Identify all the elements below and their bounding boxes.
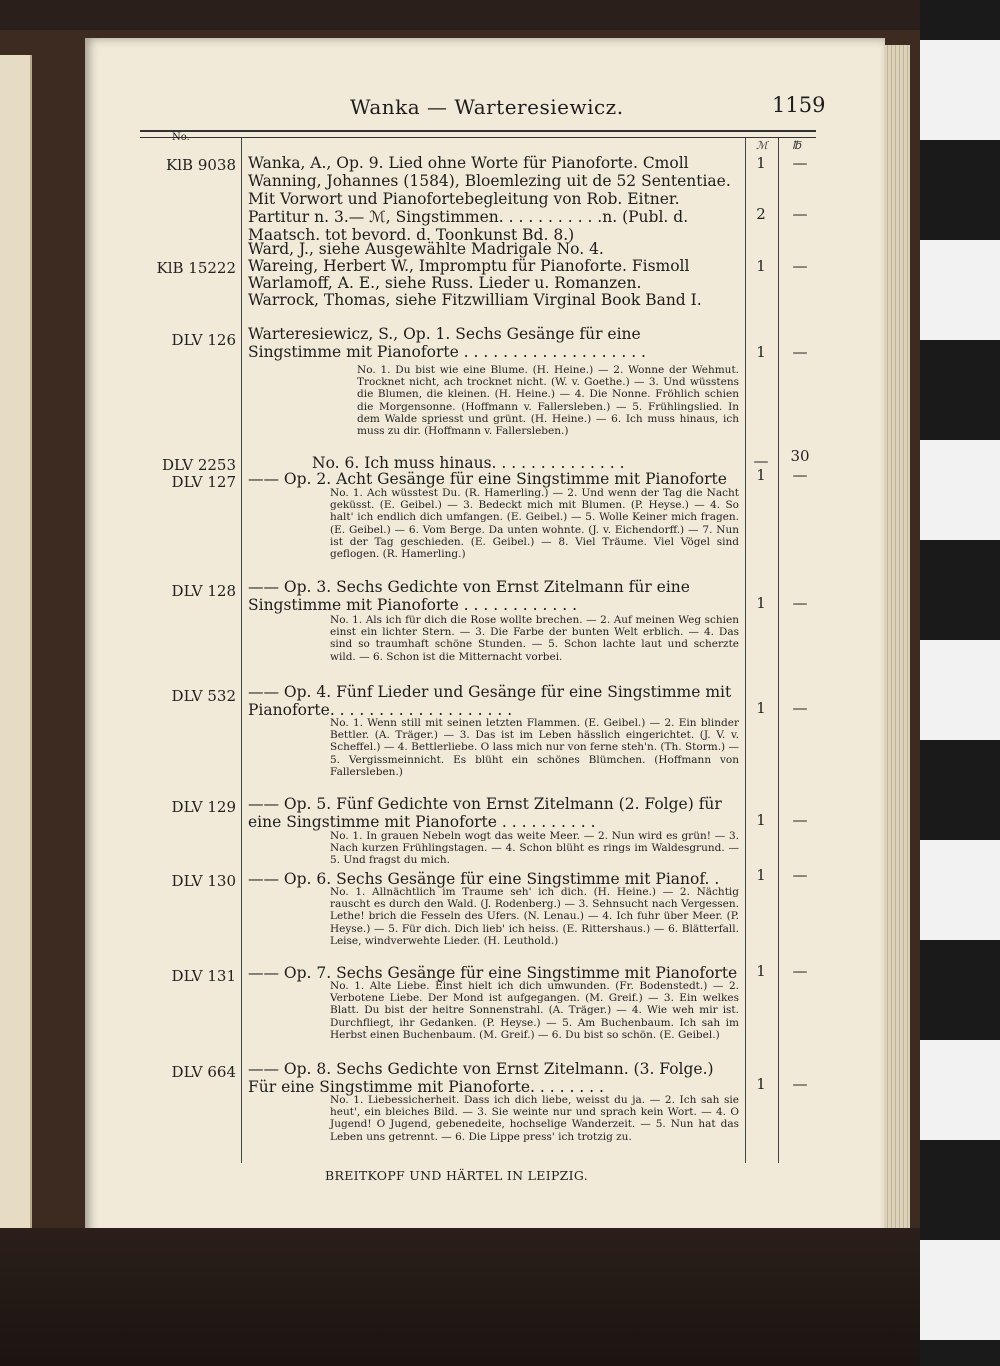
- entry-text: Warrock, Thomas, siehe Fitzwilliam Virginal Book Band I.: [248, 291, 702, 309]
- catalog-number: KlB 9038: [166, 156, 236, 174]
- price-mark: 1: [756, 257, 766, 275]
- catalog-number: DLV 532: [171, 687, 236, 705]
- catalog-number: DLV 130: [171, 872, 236, 890]
- price-pfennig: —: [792, 205, 808, 223]
- page-edges: [884, 45, 910, 1230]
- contents-detail: No. 1. Alte Liebe. Einst hielt ich dich umwunden. (Fr. Bodenstedt.) — 2. Verbotene Liebe. Der Mond ist aufgegangen. (M. Greif.) — 3. Ein welkes Blatt. Du bist der heitre Sonnenstrahl. (A. Träger.) — 4. Wie weh mir ist. Durchfliegt, ihr Gedanken. (P. Heyse.) — 5. Am Buchenbaum. Ich sah im Herbst einen Buchenbaum. (M. Greif.) — 6. Du bist so schön. (E. Geibel.): [330, 980, 739, 1041]
- price-pfennig: —: [792, 594, 808, 612]
- price-pfennig: —: [792, 343, 808, 361]
- catalog-number: DLV 129: [171, 798, 236, 816]
- running-header: Wanka — Warteresiewicz.: [350, 95, 624, 119]
- entry-text: Ward, J., siehe Ausgewählte Madrigale No. 4.: [248, 240, 604, 258]
- price-mark: —: [753, 452, 769, 470]
- mark-column-label: ℳ: [756, 139, 768, 152]
- entry-text: —— Op. 4. Fünf Lieder und Gesänge für eine Singstimme mit Pianoforte. . . . . . . . . . . . . . . . . . .: [248, 683, 732, 719]
- catalog-number: DLV 2253: [162, 456, 236, 474]
- price-mark: 1: [756, 811, 766, 829]
- price-pfennig: —: [792, 811, 808, 829]
- entry-text: —— Op. 3. Sechs Gedichte von Ernst Zitelmann für eine Singstimme mit Pianoforte . . . . . . . . . . . .: [248, 578, 690, 614]
- entry-text: —— Op. 6. Sechs Gesänge für eine Singstimme mit Pianof. .: [248, 870, 720, 888]
- price-mark: 1: [756, 154, 766, 172]
- header-rule: [140, 130, 816, 132]
- price-pfennig: —: [792, 154, 808, 172]
- price-pfennig: —: [792, 866, 808, 884]
- page-number: 1159: [772, 93, 826, 117]
- price-mark: 1: [756, 962, 766, 980]
- catalog-number: DLV 664: [171, 1063, 236, 1081]
- pfennig-column-label: ℔: [792, 139, 801, 152]
- contents-detail: No. 1. Als ich für dich die Rose wollte brechen. — 2. Auf meinen Weg schien einst ein lichter Stern. — 3. Die Farbe der bunten Welt erblich. — 4. Das sind so traumhaft schöne Stunden. — 5. Schon lachte laut und scherzte wild. — 6. Schon ist die Mitternacht vorbei.: [330, 614, 739, 663]
- contents-detail: No. 1. Du bist wie eine Blume. (H. Heine.) — 2. Wonne der Wehmut. Trocknet nicht, ach trocknet nicht. (W. v. Goethe.) — 3. Und wüsstens die Blumen, die kleinen. (H. Heine.) — 4. Die Nonne. Fröhlich schien die Morgensonne. (Hoffmann v. Fallersleben.) — 5. Frühlingslied. In dem Walde spriesst und grünt. (H. Heine.) — 6. Ich muss hinaus, ich muss zu dir. (Hoffmann v. Fallersleben.): [357, 364, 739, 438]
- contents-detail: No. 1. Liebessicherheit. Dass ich dich liebe, weisst du ja. — 2. Ich sah sie heut', ein bleiches Bild. — 3. Sie weinte nur und sprach kein Wort. — 4. O Jugend! O Jugend, gebenedeite, hochselige Wanderzeit. — 5. Nun hat das Leben uns getrennt. — 6. Die Lippe press' ich trotzig zu.: [330, 1094, 739, 1143]
- contents-detail: No. 1. Wenn still mit seinen letzten Flammen. (E. Geibel.) — 2. Ein blinder Bettler. (A. Träger.) — 3. Das ist im Leben hässlich eingerichtet. (J. V. v. Scheffel.) — 4. Bettlerliebe. O lass mich nur von ferne steh'n. (Th. Storm.) — 5. Vergissmeinnicht. Es blüht ein schönes Blümchen. (Hoffmann von Fallersleben.): [330, 717, 739, 778]
- entry-text: —— Op. 5. Fünf Gedichte von Ernst Zitelmann (2. Folge) für eine Singstimme mit Pianoforte . . . . . . . . . .: [248, 795, 722, 831]
- catalog-number: KlB 15222: [156, 259, 236, 277]
- price-pfennig: —: [792, 699, 808, 717]
- price-mark: 1: [756, 466, 766, 484]
- contents-detail: No. 1. Ach wüsstest Du. (R. Hamerling.) — 2. Und wenn der Tag die Nacht geküsst. (E. Geibel.) — 3. Bedeckt mich mit Blumen. (P. Heyse.) — 4. So halt' ich endlich dich umfangen. (E. Geibel.) — 5. Wolle Keiner mich fragen. (E. Geibel.) — 6. Vom Berge. Da unten wohnte. (J. v. Eichendorff.) — 7. Nun ist der Tag geschieden. (E. Geibel.) — 8. Viel Träume. Viel Vögel sind geflogen. (R. Hamerling.): [330, 487, 739, 561]
- entry-text: No. 6. Ich muss hinaus. . . . . . . . . . . . . .: [312, 454, 625, 472]
- publisher-footer: BREITKOPF UND HÄRTEL IN LEIPZIG.: [325, 1168, 588, 1183]
- price-mark: 1: [756, 1075, 766, 1093]
- contents-detail: No. 1. In grauen Nebeln wogt das weite Meer. — 2. Nun wird es grün! — 3. Nach kurzen Frühlingstagen. — 4. Schon blüht es rings im Waldesgrund. — 5. Und fragst du mich.: [330, 830, 739, 867]
- entry-text: Wanka, A., Op. 9. Lied ohne Worte für Pianoforte. Cmoll: [248, 154, 689, 172]
- price-mark: 1: [756, 343, 766, 361]
- column-divider-left: [241, 138, 242, 1163]
- entry-text: Warlamoff, A. E., siehe Russ. Lieder u. Romanzen.: [248, 274, 642, 292]
- entry-text: Warteresiewicz, S., Op. 1. Sechs Gesänge für eine Singstimme mit Pianoforte . . . . . . . . . . . . . . . . . . .: [248, 325, 646, 361]
- price-pfennig: —: [792, 466, 808, 484]
- price-mark: 2: [756, 205, 766, 223]
- catalog-number: DLV 127: [171, 473, 236, 491]
- no-column-label: No.: [172, 132, 190, 143]
- entry-text: Wanning, Johannes (1584), Bloemlezing uit de 52 Sententiae. Mit Vorwort und Pianofortebegleitung von Rob. Eitner. Partitur n. 3.— ℳ, Singstimmen. . . . . . . . . . .n. (Publ. d. Maatsch. tot bevord. d. Toonkunst Bd. 8.): [248, 172, 731, 244]
- left-page-edge: [0, 55, 32, 1270]
- book-binding: [0, 1228, 920, 1366]
- catalog-number: DLV 126: [171, 331, 236, 349]
- price-pfennig: —: [792, 257, 808, 275]
- price-mark: 1: [756, 699, 766, 717]
- price-mark: 1: [756, 866, 766, 884]
- entry-text: —— Op. 8. Sechs Gedichte von Ernst Zitelmann. (3. Folge.) Für eine Singstimme mit Pianoforte. . . . . . . .: [248, 1060, 714, 1096]
- price-pfennig: —: [792, 962, 808, 980]
- column-divider-pf: [778, 138, 779, 1163]
- catalog-number: DLV 131: [171, 967, 236, 985]
- price-pfennig: —: [792, 1075, 808, 1093]
- price-mark: 1: [756, 594, 766, 612]
- column-divider-mark: [745, 138, 746, 1163]
- price-pfennig: 30: [790, 447, 810, 465]
- entry-text: Wareing, Herbert W., Impromptu für Pianoforte. Fismoll: [248, 257, 690, 275]
- contents-detail: No. 1. Allnächtlich im Traume seh' ich dich. (H. Heine.) — 2. Nächtig rauscht es durch den Wald. (J. Rodenberg.) — 3. Sehnsucht nach Vergessen. Lethe! brich die Fesseln des Ufers. (N. Lenau.) — 4. Ich fuhr über Meer. (P. Heyse.) — 5. Für dich. Dich lieb' ich heiss. (E. Rittershaus.) — 6. Blätterfall. Leise, windverwehte Lieder. (H. Leuthold.): [330, 886, 739, 947]
- catalog-number: DLV 128: [171, 582, 236, 600]
- entry-text: —— Op. 2. Acht Gesänge für eine Singstimme mit Pianoforte: [248, 470, 727, 488]
- entry-text: —— Op. 7. Sechs Gesänge für eine Singstimme mit Pianoforte: [248, 964, 738, 982]
- color-scale-ruler: [920, 0, 1000, 1366]
